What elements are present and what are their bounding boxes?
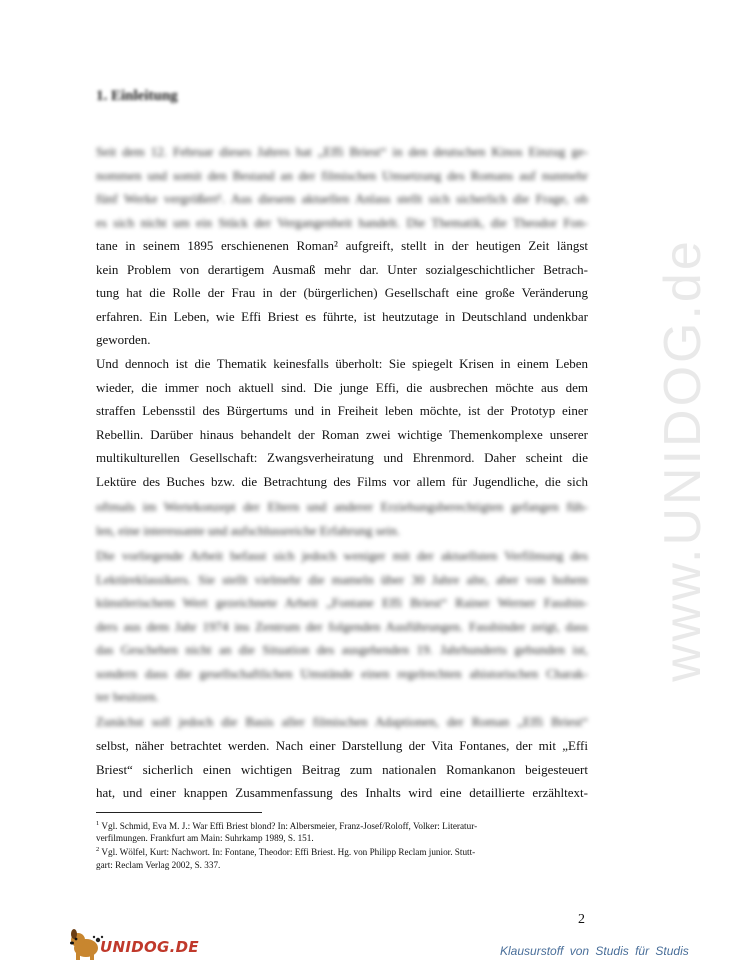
text-line: fünf Werke vergrößert¹. Aus diesem aktuellen Anlass stellt sich sicherlich die Frage, ob <box>96 191 588 206</box>
text-line: selbst, näher betrachtet werden. Nach einer Darstellung der Vita Fontanes, der mit „Effi <box>96 738 588 753</box>
text-line: ders aus dem Jahr 1974 ins Zentrum der folgenden Ausführungen. Fassbinder zeigt, dass <box>96 618 588 634</box>
text-line: tung hat die Rolle der Frau in der (bürgerlichen) Gesellschaft eine große Veränderung <box>96 285 588 300</box>
text-line: erfahren. Ein Leben, wie Effi Briest es führte, ist heutzutage in Deutschland undenkbar <box>96 308 588 324</box>
text-line: Lektüre des Buches bzw. die Betrachtung des Films vor allem für Jugendliche, die sich <box>96 473 588 489</box>
page-number: 2 <box>578 912 585 927</box>
footnote-1-cont: verfilmungen. Frankfurt am Main: Suhrkamp 1989, S. 151. <box>96 833 314 844</box>
footnote-2 <box>96 844 596 858</box>
footnote-mark: 1 <box>96 820 100 827</box>
footnote-1 <box>96 818 596 832</box>
paragraph-1-visible <box>96 234 588 352</box>
text-line: kein Problem von derartigem Ausmaß mehr dar. Unter sozialgeschichtlicher Betrach- <box>96 261 588 277</box>
text-line: Die vorliegende Arbeit befasst sich jedoch weniger mit der aktuellsten Verfilmung des <box>96 548 588 563</box>
text-line: Zunächst soll jedoch die Basis aller filmischen Adaptionen, der Roman „Effi Briest“ <box>96 714 588 729</box>
text-line: tane in seinem 1895 erschienenen Roman² aufgreift, stellt in der heutigen Zeit längst <box>96 238 588 253</box>
text-line: Rebellin. Darüber hinaus behandelt der Roman zwei wichtige Themenkomplexe unserer <box>96 426 588 442</box>
footnote-text: Vgl. Wölfel, Kurt: Nachwort. In: Fontane, Theodor: Effi Briest. Hg. von Philipp Reclam junior. Stutt- <box>101 847 476 858</box>
paragraph-4-blurred <box>96 710 588 734</box>
text-line: straffen Lebensstil des Bürgertums und in Freiheit leben möchte, ist der Prototyp einer <box>96 403 588 418</box>
paragraph-2-visible <box>96 352 588 493</box>
text-line: künstlerischem Wert gezeichnete Arbeit „Fontane Effi Briest“ Rainer Werner Fassbin- <box>96 595 588 610</box>
section-heading: 1. Einleitung <box>96 88 178 104</box>
text-line: geworden. <box>96 332 151 347</box>
text-line: multikulturellen Gesellschaft: Zwangsverheiratung und Ehrenmord. Daher scheint die <box>96 450 588 465</box>
logo-text: UNIDOG.DE <box>100 938 199 956</box>
footnotes <box>96 818 596 871</box>
paragraph-1-blurred <box>96 140 588 234</box>
text-line: hat, und einer knappen Zusammenfassung des Inhalts wird eine detaillierte erzähltext- <box>96 785 588 800</box>
watermark: www.UNIDOG.de <box>654 238 712 682</box>
text-line: Seit dem 12. Februar dieses Jahres hat „Effi Briest“ in den deutschen Kinos Einzug ge- <box>96 144 588 159</box>
text-line: das Geschehen nicht an die Situation des ausgehenden 19. Jahrhunderts gebunden ist, <box>96 642 588 657</box>
text-line: oftmals im Wertekonzept der Eltern und anderer Erziehungsberechtigten gefangen füh- <box>96 499 588 514</box>
text-line: Und dennoch ist die Thematik keinesfalls überholt: Sie spiegelt Krisen in einem Leben <box>96 356 588 371</box>
footnote-text: Vgl. Schmid, Eva M. J.: War Effi Briest blond? In: Albersmeier, Franz-Josef/Roloff, Volker: Literatur- <box>101 821 478 832</box>
paragraph-4-visible <box>96 734 588 805</box>
text-line: nommen und somit den Bestand an der filmischen Umsetzung des Romans auf nunmehr <box>96 167 588 183</box>
text-line: ter besitzen. <box>96 689 159 704</box>
footnote-2-cont: gart: Reclam Verlag 2002, S. 337. <box>96 859 221 870</box>
tagline: Klausurstoff von Studis für Studis <box>500 944 689 958</box>
footnote-divider <box>96 812 262 813</box>
text-line: Briest“ sicherlich einen wichtigen Beitrag zum nationalen Romankanon beigesteuert <box>96 761 588 777</box>
footnote-mark: 2 <box>96 846 100 854</box>
paragraph-3-blurred <box>96 544 588 709</box>
text-line: len, eine interessante und aufschlussreiche Erfahrung sein. <box>96 522 400 538</box>
text-line: wieder, die immer noch aktuell sind. Die junge Effi, die ausbrechen möchte aus dem <box>96 379 588 395</box>
text-line: sondern dass die gesellschaftlichen Umstände einen regelrechten ahistorischen Charak- <box>96 665 588 681</box>
text-line: es sich nicht um ein Stück der Vergangenheit handelt. Die Thematik, die Theodor Fon- <box>96 214 588 230</box>
text-line: Lektüreklassikers. Sie stellt vielmehr die mameln über 30 Jahre alte, aber von hohem <box>96 571 588 587</box>
paragraph-2-blurred <box>96 495 588 542</box>
